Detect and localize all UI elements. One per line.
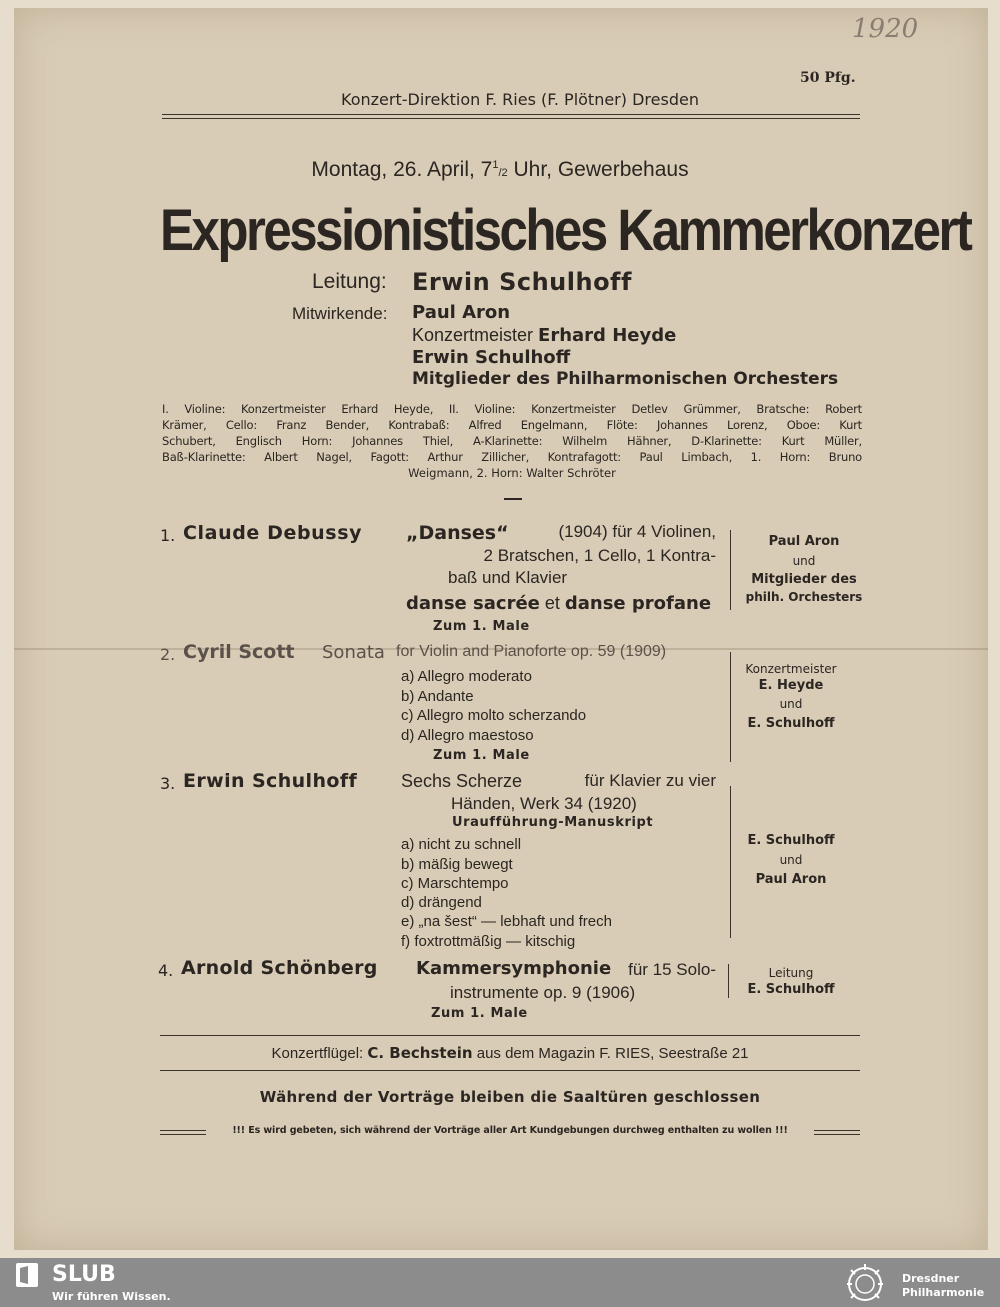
date-line-suffix: Uhr, Gewerbehaus xyxy=(507,158,689,181)
premiere-note: Zum 1. Male xyxy=(433,619,530,634)
program-number: 3. xyxy=(160,774,176,793)
orchestra-line: Krämer, Cello: Franz Bender, Kontrabaß: Alfred Engelmann, Flöte: Johannes Lorenz, Oboe: Kurt xyxy=(162,418,862,432)
premiere-note: Zum 1. Male xyxy=(433,748,530,763)
item-performer: E. Heyde xyxy=(758,678,824,693)
price: 50 Pfg. xyxy=(800,70,856,86)
work-desc: für Klavier zu vier xyxy=(584,771,716,790)
composer: Arnold Schönberg xyxy=(181,957,378,979)
item-performer: Leitung xyxy=(768,966,814,980)
movement: a) Allegro moderato xyxy=(401,668,532,685)
item-performer: E. Schulhoff xyxy=(747,833,835,848)
leitung-name: Erwin Schulhoff xyxy=(412,268,632,296)
work-subtitle xyxy=(406,593,711,614)
request-rule-left xyxy=(160,1130,206,1135)
concert-title: Expressionistisches Kammerkonzert xyxy=(160,197,971,263)
work-title: Sechs Scherze xyxy=(401,771,523,791)
date-line-prefix: Montag, 26. April, 7 xyxy=(311,158,493,181)
program-number: 4. xyxy=(158,961,174,980)
performer-bracket xyxy=(730,786,731,938)
work-title: Kammersymphonie xyxy=(416,958,612,979)
work-desc: (1904) für 4 Violinen, xyxy=(558,522,716,541)
work-title: „Danses“ xyxy=(406,522,509,544)
orchestra-line: Baß-Klarinette: Albert Nagel, Fagott: Arthur Zillicher, Kontrafagott: Paul Limbach, 1. Horn: Bruno xyxy=(162,450,862,464)
header-divider xyxy=(162,114,860,119)
pianos-brand: C. Bechstein xyxy=(367,1044,473,1062)
work-title: Sonata xyxy=(322,642,385,663)
composer: Cyril Scott xyxy=(183,641,295,663)
performer-name: Mitglieder des Philharmonischen Orchesters xyxy=(412,369,839,389)
item-performer: Paul Aron xyxy=(768,534,840,549)
footer-divider-top xyxy=(160,1035,860,1036)
pianos-prefix: Konzertflügel: xyxy=(271,1045,368,1062)
program-number: 2. xyxy=(160,645,176,664)
philharmonie-line1: Dresdner xyxy=(902,1272,960,1285)
item-performer: Konzertmeister xyxy=(745,662,837,676)
movement: d) Allegro maestoso xyxy=(401,727,534,744)
subtitle-b: danse profane xyxy=(564,593,712,614)
orchestra-line: Weigmann, 2. Horn: Walter Schröter xyxy=(408,466,616,480)
item-performer: E. Schulhoff xyxy=(747,982,835,997)
movement: f) foxtrottmäßig — kitschig xyxy=(401,933,576,950)
composer: Erwin Schulhoff xyxy=(183,770,358,792)
item-performer: und xyxy=(792,554,816,568)
request-rule-right xyxy=(814,1130,860,1135)
work-desc: for Violin and Pianoforte op. 59 (1909) xyxy=(396,643,667,660)
work-desc: 2 Bratschen, 1 Cello, 1 Kontra- xyxy=(483,546,716,565)
slub-tagline: Wir führen Wissen. xyxy=(52,1290,171,1303)
premiere-note: Uraufführung-Manuskript xyxy=(452,815,654,830)
subtitle-a: danse sacrée xyxy=(406,593,540,614)
orchestra-line: Schubert, Englisch Horn: Johannes Thiel, A-Klarinette: Wilhelm Hähner, D-Klarinette: Kurt Müller, xyxy=(162,434,862,448)
performer-bracket xyxy=(728,964,729,998)
date-line-sub: /2 xyxy=(498,167,508,179)
performer-line-3 xyxy=(412,347,570,368)
handwritten-annotation: 1920 xyxy=(852,14,919,44)
movement: b) mäßig bewegt xyxy=(401,856,513,873)
date-line xyxy=(160,158,840,182)
performer-name: Paul Aron xyxy=(412,302,511,323)
performer-bracket xyxy=(730,652,731,762)
premiere-note: Zum 1. Male xyxy=(431,1006,528,1021)
performer-name: Erwin Schulhoff xyxy=(412,347,571,368)
work-desc: Händen, Werk 34 (1920) xyxy=(451,794,637,813)
doors-notice: Während der Vorträge bleiben die Saaltüren geschlossen xyxy=(259,1088,761,1106)
movement: a) nicht zu schnell xyxy=(401,836,522,853)
mitwirkende-label: Mitwirkende: xyxy=(292,304,388,323)
pianos-line xyxy=(160,1044,860,1062)
agency-line: Konzert-Direktion F. Ries (F. Plötner) Dresden xyxy=(341,90,699,109)
request-notice: !!! Es wird gebeten, sich während der Vorträge aller Art Kundgebungen durchweg enthalten zu wollen !!! xyxy=(232,1125,788,1136)
performer-prefix: Konzertmeister xyxy=(412,325,539,345)
orchestra-line: I. Violine: Konzertmeister Erhard Heyde, II. Violine: Konzertmeister Detlev Grümmer, Bratsche: Robert xyxy=(162,402,862,416)
philharmonie-logo-icon xyxy=(840,1260,890,1304)
movement: c) Marschtempo xyxy=(401,875,509,892)
date-line-sup: 1 xyxy=(492,159,499,171)
footer-divider-mid xyxy=(160,1070,860,1071)
program-number: 1. xyxy=(160,526,176,545)
item-performer: philh. Orchesters xyxy=(745,590,863,604)
performer-line-1 xyxy=(412,302,510,323)
performer-line-4 xyxy=(412,369,838,389)
performer-name: Erhard Heyde xyxy=(538,325,677,346)
philharmonie-line2: Philharmonie xyxy=(902,1286,985,1299)
movement: c) Allegro molto scherzando xyxy=(401,707,587,724)
item-performer: Mitglieder des xyxy=(751,572,857,587)
short-dash xyxy=(504,498,522,500)
movement: d) drängend xyxy=(401,894,482,911)
composer: Claude Debussy xyxy=(183,522,363,544)
work-desc: baß und Klavier xyxy=(448,568,568,587)
item-performer: und xyxy=(779,853,803,867)
movement: e) „na šest“ — lebhaft und frech xyxy=(401,913,612,930)
slub-logo-icon xyxy=(14,1262,40,1288)
work-desc: instrumente op. 9 (1906) xyxy=(450,983,636,1002)
leitung-label: Leitung: xyxy=(312,270,387,293)
item-performer: E. Schulhoff xyxy=(747,716,835,731)
subtitle-et: et xyxy=(539,593,565,613)
item-performer: und xyxy=(779,697,803,711)
item-performer: Paul Aron xyxy=(755,872,827,887)
slub-name: SLUB xyxy=(52,1262,116,1287)
movement: b) Andante xyxy=(401,688,474,705)
work-desc: für 15 Solo- xyxy=(628,960,716,979)
performer-bracket xyxy=(730,530,731,610)
performer-line-2 xyxy=(412,325,676,346)
pianos-suffix: aus dem Magazin F. RIES, Seestraße 21 xyxy=(472,1045,749,1062)
